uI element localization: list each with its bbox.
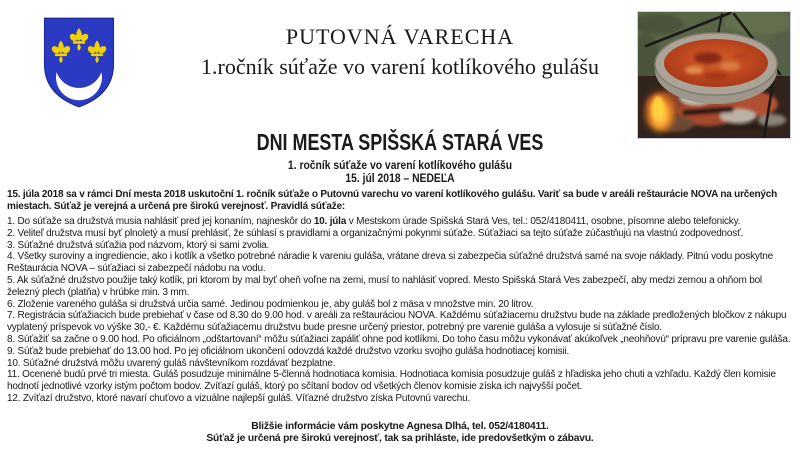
rule-item-10 <box>7 358 795 370</box>
rule-text: 12. Zvíťazí družstvo, ktoré navarí chuťovo a vizuálne najlepší guláš. Víťazné družstvo získa Putovnú varechu. <box>7 392 471 404</box>
rule-text: 8. Súťažiť sa začne o 9.00 hod. Po oficiálnom „odštartovaní“ môžu súťažiaci zapáliť ohne pod kotlíkmi. Do toho času môžu vykonávať akúkoľvek „neohňovú“ prípravu pre varenie guláša. <box>7 333 791 345</box>
rule-text: 6. Zloženie vareného guláša si družstvá určia samé. Jedinou podmienkou je, aby guláš bol z mäsa v množstve min. 20 litrov. <box>7 298 534 310</box>
title-line1: PUTOVNÁ VARECHA <box>285 24 515 49</box>
rule-item-7 <box>7 310 795 334</box>
footer <box>0 421 800 445</box>
title-line2: 1.ročník súťaže vo varení kotlíkového gulášu <box>201 54 599 79</box>
event-subtitle: 1. ročník súťaže vo varení kotlíkového gulášu <box>287 160 513 172</box>
rule-item-8 <box>7 334 795 346</box>
rule-bold-date: 10. júla <box>313 216 347 227</box>
rule-item-1 <box>7 216 795 228</box>
rule-text: 3. Súťažné družstvá súťažia pod názvom, ktorý si sami zvolia. <box>7 239 270 251</box>
rule-item-12 <box>7 393 795 405</box>
rule-text: 1. Do súťaže sa družstvá musia nahlásiť pred jej konaním, najneskôr do <box>7 216 314 227</box>
goulash-cauldron-photo <box>637 11 791 139</box>
event-date: 15. júl 2018 – NEDEĽA <box>345 173 455 185</box>
rule-text: 4. Všetky suroviny a ingrediencie, ako i kotlík a všetko potrebné náradie k vareniu guláša, vrátane dreva si zabezpečia súťažné družstvá samé na svoje náklady. Pitnú vodu poskytne Reštaurácia NOVA – súťažiaci si zabezpečí nádobu na vodu. <box>7 251 773 275</box>
rule-item-3 <box>7 240 795 252</box>
rule-item-2 <box>7 228 795 240</box>
rule-item-5 <box>7 275 795 299</box>
footer-contact: Bližšie informácie vám poskytne Agnesa Dlhá, tel. 052/4180411. <box>251 421 549 432</box>
rule-text: 10. Súťažné družstvá môžu uvarený guláš návštevníkom rozdávať bezplatne. <box>7 357 336 369</box>
rule-item-9 <box>7 346 795 358</box>
rule-text: 7. Registrácia súťažiacich bude prebiehať v čase od 8.30 do 9.00 hod. v areáli za reštauráciou NOVA. Každému súťažiacemu družstvu bude na základe predložených bločkov z nákupu vyplatený príspevok vo výške 30,- €. Každému súťažiacemu družstvu bude presne určený priestor, potrebný pre varenie guláša a vylosuje si súťažné číslo. <box>7 310 787 334</box>
intro-paragraph: 15. júla 2018 sa v rámci Dní mesta 2018 uskutoční 1. ročník súťaže o Putovnú varechu vo varení kotlíkového gulášu. Variť sa bude v areáli reštaurácie NOVA na určených miestach. Súťaž je verejná a určená pre širokú verejnosť. Pravidlá súťaže: <box>7 189 778 212</box>
cauldron <box>655 33 777 104</box>
rule-text: 9. Súťaž bude prebiehať do 13.00 hod. Po jej oficiálnom ukončení odovzdá každé družstvo vzorku svojho guláša hodnotiacej komisii. <box>7 345 570 357</box>
rule-item-11 <box>7 369 795 393</box>
rule-text: v Mestskom úrade Spišská Stará Ves, tel.: 052/4180411, osobne, písomne alebo telefonicky. <box>346 216 741 227</box>
footer-invitation: Súťaž je určená pre širokú verejnosť, tak sa prihláste, ide predovšetkým o zábavu. <box>206 433 594 444</box>
headline: DNI MESTA SPIŠSKÁ STARÁ VES <box>256 129 544 155</box>
rule-item-4 <box>7 251 795 275</box>
rules-list <box>7 216 795 405</box>
rule-text: 11. Ocenené budú prvé tri miesta. Guláš posudzuje minimálne 5-členná hodnotiaca komisia. Hodnotiaca komisia posudzuje guláš z hľadiska jeho chuti a vzhľadu. Každý člen komisie hodnotí jednotlivé vzorky istým počtom bodov. Zvíťazí guláš, ktorý po sčítaní bodov od všetkých členov komisie získa ich najvyšší počet. <box>7 369 776 393</box>
rule-text: 5. Ak súťažné družstvo použije taký kotlík, pri ktorom by mal byť oheň voľne na zemi, musí to nahlásiť vopred. Mesto Spišská Stará Ves zabezpečí, aby medzi zemou a ohňom bol železný plech (platňa) v hrúbke min. 3 mm. <box>7 274 762 298</box>
rule-text: 2. Veliteľ družstva musí byť plnoletý a musí prehlásiť, že súhlasí s pravidlami a organizačnými pokynmi súťaže. Súťažiaci sa tejto súťaže zúčastňujú na vlastnú zodpovednosť. <box>7 227 744 239</box>
rule-item-6 <box>7 299 795 311</box>
